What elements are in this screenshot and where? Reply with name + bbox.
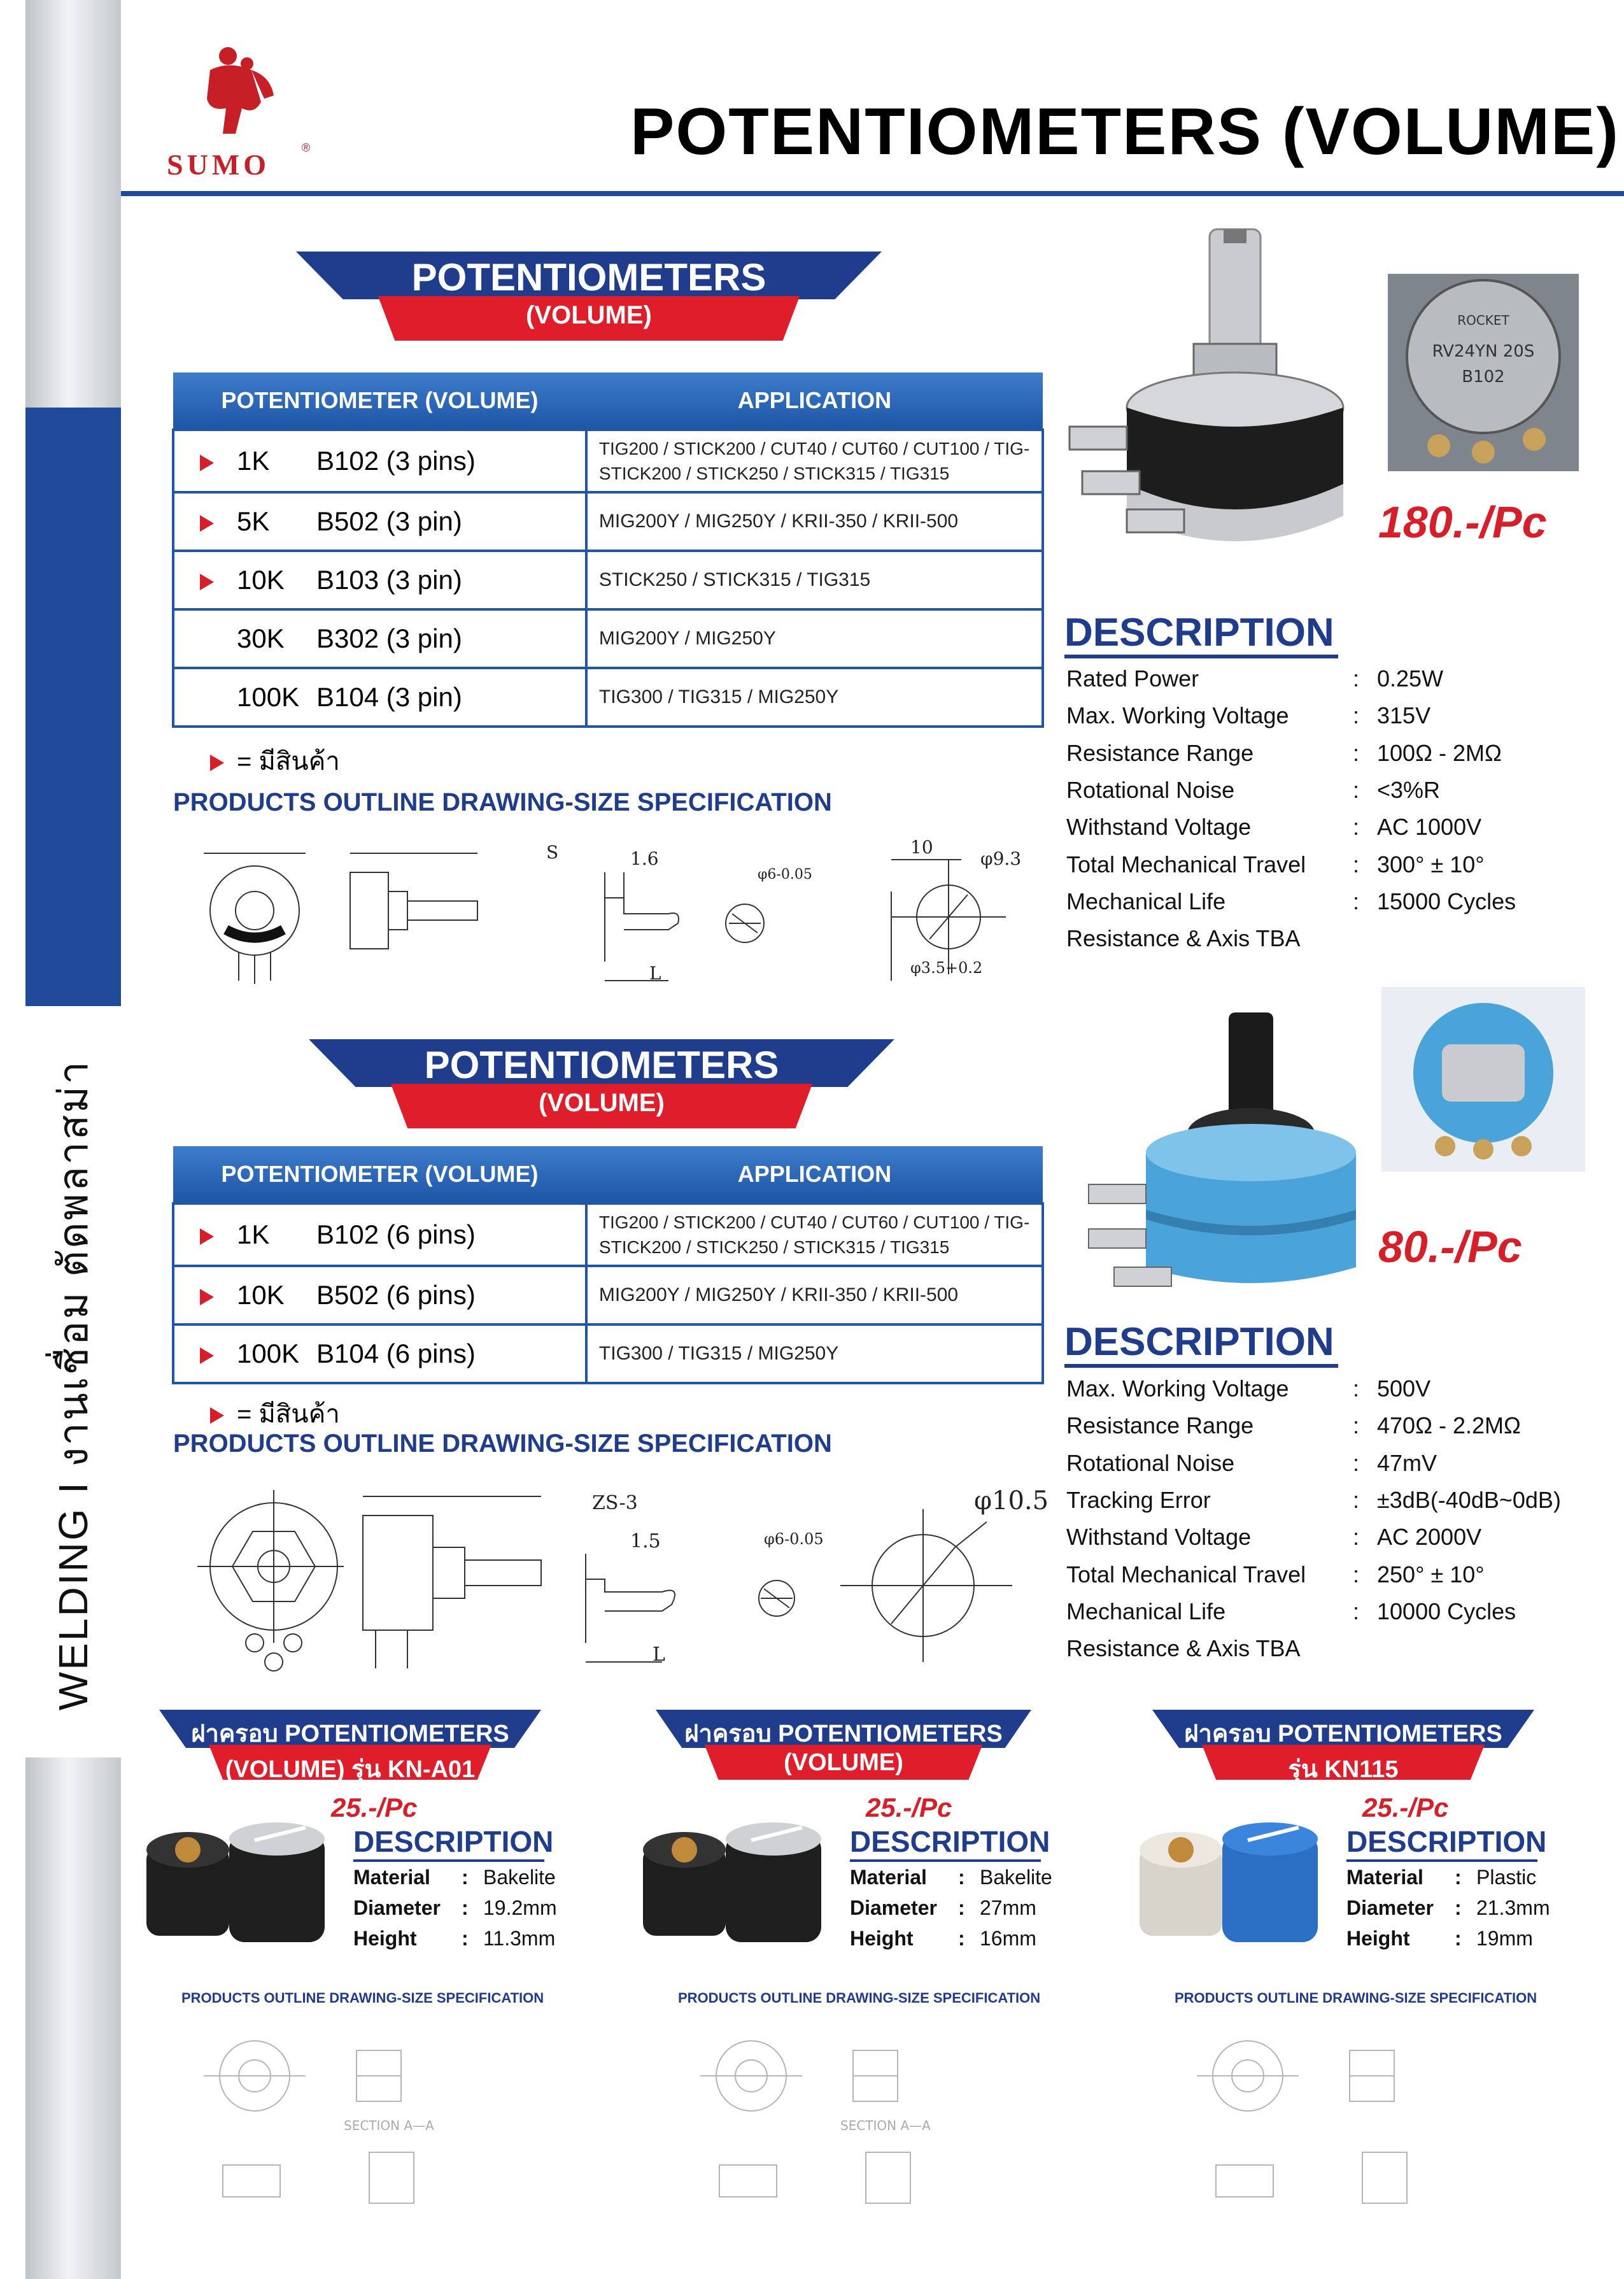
- knob-spec-colon: :: [462, 1896, 469, 1919]
- knob-spec-key: Material: [850, 1866, 927, 1889]
- knob-description-title: DESCRIPTION: [1346, 1825, 1547, 1858]
- sumo-logo-icon: [191, 45, 280, 140]
- knob-spec-value: 19mm: [1476, 1927, 1533, 1950]
- table-row: [173, 551, 1043, 609]
- section2-table: [172, 1146, 1044, 1384]
- drawing1-label-d35: φ3.5+0.2: [910, 959, 983, 977]
- description-value: 0.25W: [1377, 665, 1444, 692]
- stock-marker-icon: [210, 755, 224, 771]
- product-value: 10K: [237, 565, 285, 595]
- knob-photo: [630, 1821, 840, 1961]
- section1-outline-drawing: [159, 834, 1050, 1000]
- drawing1-label-10: 10: [910, 837, 933, 858]
- description-colon: :: [1353, 665, 1360, 692]
- description-key: Resistance & Axis TBA: [1066, 925, 1301, 952]
- application-cell: MIG200Y / MIG250Y / KRII-350 / KRII-500: [586, 1266, 1043, 1324]
- knob-spec-key: Diameter: [850, 1896, 937, 1919]
- product-value: 1K: [237, 446, 270, 476]
- knob-outline-drawing: [1178, 2019, 1560, 2222]
- table-row: [173, 609, 1043, 668]
- product-code: B302 (3 pin): [316, 623, 462, 653]
- description-value: 470Ω - 2.2MΩ: [1377, 1412, 1521, 1439]
- product-code: B502 (6 pins): [316, 1280, 476, 1310]
- description-row: [1066, 1598, 1516, 1625]
- spine-top-panel: [25, 0, 121, 408]
- knob-spec-colon: :: [1455, 1866, 1462, 1889]
- table-row: [173, 668, 1043, 727]
- product-code: B103 (3 pin): [316, 565, 462, 595]
- description-key: Resistance Range: [1066, 1412, 1254, 1439]
- knob-photo: [1127, 1821, 1337, 1961]
- description-colon: :: [1353, 888, 1360, 914]
- description-key: Resistance & Axis TBA: [1066, 1635, 1301, 1662]
- potentiometer-6pin-back-photo: [1381, 987, 1585, 1172]
- product-cell: [173, 430, 586, 492]
- photo-marking-code: B102: [1462, 367, 1505, 387]
- knob-spec-row: [1346, 1866, 1536, 1889]
- section2-price: 80.-/Pc: [1378, 1222, 1522, 1272]
- stock-marker-icon: [200, 691, 214, 707]
- description-value: 15000 Cycles: [1377, 888, 1516, 914]
- header-rule: [121, 191, 1624, 196]
- knob-banner: [159, 1710, 541, 1783]
- drawing2-label-d6: φ6-0.05: [764, 1530, 824, 1548]
- section2-description-rule: [1064, 1364, 1338, 1368]
- drawing1-label-d6: φ6-0.05: [758, 867, 812, 883]
- drawing1-label-l: L: [649, 963, 661, 984]
- description-colon: :: [1353, 1524, 1360, 1551]
- stock-marker-icon: [200, 1289, 214, 1305]
- description-value: 100Ω - 2MΩ: [1377, 739, 1502, 766]
- description-row: [1066, 1635, 1353, 1662]
- knob-spec-value: 27mm: [980, 1896, 1036, 1919]
- section2-description-title: DESCRIPTION: [1064, 1320, 1334, 1364]
- knob-spec-key: Height: [353, 1927, 417, 1950]
- knob-spec-key: Material: [1346, 1866, 1423, 1889]
- knob-banner: [1152, 1710, 1534, 1783]
- description-row: [1066, 888, 1516, 915]
- knob-description-title: DESCRIPTION: [850, 1825, 1050, 1858]
- table-row: [173, 492, 1043, 551]
- product-cell: [173, 492, 586, 551]
- description-key: Withstand Voltage: [1066, 1524, 1252, 1551]
- photo-marking-model: RV24YN 20S: [1432, 342, 1535, 361]
- knob-banner: [656, 1710, 1031, 1780]
- knob-spec-heading: PRODUCTS OUTLINE DRAWING-SIZE SPECIFICATION: [1175, 1990, 1537, 2006]
- section1-spec-heading: PRODUCTS OUTLINE DRAWING-SIZE SPECIFICATION: [173, 788, 832, 816]
- knob-price: 25.-/Pc: [331, 1793, 418, 1822]
- description-key: Mechanical Life: [1066, 888, 1226, 914]
- description-row: [1066, 1561, 1485, 1588]
- potentiometer-6pin-photo: [1070, 1006, 1401, 1299]
- product-value: 5K: [237, 506, 270, 536]
- knob-spec-value: Bakelite: [980, 1866, 1052, 1889]
- description-key: Tracking Error: [1066, 1486, 1211, 1513]
- product-code: B104 (3 pin): [316, 682, 462, 712]
- description-value: 500V: [1377, 1375, 1431, 1402]
- table-row: [173, 1203, 1043, 1266]
- description-colon: :: [1353, 814, 1360, 841]
- knob-description-rule: [850, 1859, 1041, 1862]
- knob-description-rule: [353, 1859, 544, 1862]
- drawing1-label-16: 1.6: [630, 848, 659, 869]
- table-row: [173, 430, 1043, 492]
- product-code: B102 (6 pins): [316, 1219, 476, 1249]
- application-cell: TIG200 / STICK200 / CUT40 / CUT60 / CUT100 / TIG-STICK200 / STICK250 / STICK315 / TIG315: [586, 430, 1043, 492]
- drawing2-label-zs3: ZS-3: [592, 1492, 638, 1514]
- section1-banner-title: POTENTIOMETERS: [411, 256, 766, 299]
- knob-drawing-label: SECTION A—A: [840, 2118, 931, 2133]
- description-key: Withstand Voltage: [1066, 814, 1252, 841]
- potentiometer-3pin-back-photo: [1388, 274, 1579, 471]
- knob-price: 25.-/Pc: [866, 1793, 952, 1822]
- description-value: 250° ± 10°: [1377, 1561, 1485, 1587]
- description-colon: :: [1353, 1449, 1360, 1476]
- knob-spec-key: Diameter: [1346, 1896, 1434, 1919]
- description-colon: :: [1353, 739, 1360, 766]
- description-key: Max. Working Voltage: [1066, 1375, 1289, 1402]
- product-cell: [173, 1266, 586, 1324]
- section1-banner: [296, 252, 882, 341]
- knob-description-title: DESCRIPTION: [353, 1825, 554, 1858]
- description-row: [1066, 1450, 1437, 1477]
- product-code: B102 (3 pins): [316, 446, 476, 476]
- description-colon: :: [1353, 1412, 1360, 1439]
- knob-spec-row: [1346, 1896, 1550, 1920]
- description-key: Rated Power: [1066, 665, 1199, 692]
- description-key: Total Mechanical Travel: [1066, 851, 1306, 877]
- section1-legend: = มีสินค้า: [210, 741, 340, 781]
- description-colon: :: [1353, 1486, 1360, 1513]
- application-cell: TIG300 / TIG315 / MIG250Y: [586, 668, 1043, 727]
- knob-banner-title: ฝาครอบ POTENTIOMETERS: [1184, 1721, 1502, 1747]
- knob-spec-key: Diameter: [353, 1896, 441, 1919]
- section2-legend: = มีสินค้า: [210, 1393, 340, 1434]
- section1-description-rule: [1064, 655, 1338, 658]
- stock-marker-icon: [200, 515, 214, 532]
- application-cell: TIG300 / TIG315 / MIG250Y: [586, 1324, 1043, 1383]
- section1-header-application: APPLICATION: [586, 373, 1043, 430]
- brand-name: SUMO: [167, 148, 270, 181]
- product-value: 30K: [237, 623, 285, 653]
- product-value: 1K: [237, 1219, 270, 1249]
- description-colon: :: [1353, 1598, 1360, 1624]
- section2-banner-subtitle: (VOLUME): [539, 1089, 665, 1117]
- knob-spec-colon: :: [958, 1866, 965, 1889]
- drawing1-label-s: S: [546, 842, 559, 863]
- section2-outline-drawing: [178, 1471, 1057, 1687]
- drawing2-label-15: 1.5: [630, 1530, 661, 1552]
- description-value: 315V: [1377, 702, 1431, 729]
- description-colon: :: [1353, 776, 1360, 803]
- description-value: ±3dB(-40dB~0dB): [1377, 1486, 1561, 1513]
- stock-marker-icon: [200, 455, 214, 471]
- application-cell: MIG200Y / MIG250Y / KRII-350 / KRII-500: [586, 492, 1043, 551]
- knob-spec-value: 19.2mm: [483, 1896, 557, 1919]
- knob-photo: [134, 1821, 344, 1961]
- knob-banner-title: ฝาครอบ POTENTIOMETERS: [191, 1721, 509, 1747]
- description-key: Total Mechanical Travel: [1066, 1561, 1306, 1587]
- product-code: B502 (3 pin): [316, 506, 462, 536]
- description-key: Rotational Noise: [1066, 1449, 1235, 1476]
- knob-spec-heading: PRODUCTS OUTLINE DRAWING-SIZE SPECIFICATION: [181, 1990, 544, 2006]
- description-row: [1066, 1524, 1481, 1551]
- section1-table: [172, 373, 1044, 728]
- knob-spec-value: 16mm: [980, 1927, 1036, 1950]
- spine-bottom-panel: [25, 1757, 121, 2279]
- section1-header-product: POTENTIOMETER (VOLUME): [173, 373, 586, 430]
- description-colon: :: [1353, 1561, 1360, 1587]
- description-value: AC 1000V: [1377, 814, 1482, 841]
- side-label-area: [25, 1019, 121, 1751]
- knob-spec-key: Height: [850, 1927, 914, 1950]
- knob-spec-colon: :: [462, 1866, 469, 1889]
- description-row: [1066, 702, 1430, 729]
- description-value: AC 2000V: [1377, 1524, 1482, 1551]
- description-row: [1066, 777, 1440, 804]
- section2-header-application: APPLICATION: [586, 1146, 1043, 1203]
- knob-spec-key: Height: [1346, 1927, 1410, 1950]
- brand-registered-mark: ®: [302, 141, 311, 154]
- application-cell: TIG200 / STICK200 / CUT40 / CUT60 / CUT100 / TIG-STICK200 / STICK250 / STICK315 / TIG315: [586, 1203, 1043, 1266]
- description-row: [1066, 814, 1481, 841]
- description-row: [1066, 1412, 1521, 1439]
- description-key: Rotational Noise: [1066, 776, 1235, 803]
- knob-spec-row: [353, 1896, 557, 1920]
- stock-marker-icon: [200, 632, 214, 649]
- knob-spec-row: [353, 1866, 556, 1889]
- potentiometer-3pin-photo: [1057, 217, 1388, 573]
- description-key: Max. Working Voltage: [1066, 702, 1289, 729]
- application-cell: MIG200Y / MIG250Y: [586, 609, 1043, 668]
- description-value: 300° ± 10°: [1377, 851, 1485, 877]
- knob-spec-row: [1346, 1927, 1533, 1950]
- photo-marking-brand: ROCKET: [1457, 313, 1509, 328]
- description-row: [1066, 1487, 1561, 1514]
- description-row: [1066, 740, 1502, 767]
- knob-spec-value: Bakelite: [483, 1866, 556, 1889]
- section1-description-title: DESCRIPTION: [1064, 611, 1334, 655]
- description-key: Resistance Range: [1066, 739, 1254, 766]
- table-row: [173, 1324, 1043, 1383]
- description-value: <3%R: [1377, 776, 1441, 803]
- knob-spec-colon: :: [958, 1896, 965, 1919]
- knob-spec-value: 11.3mm: [483, 1927, 556, 1950]
- product-cell: [173, 1324, 586, 1383]
- knob-price: 25.-/Pc: [1362, 1793, 1449, 1822]
- knob-spec-colon: :: [462, 1927, 469, 1950]
- product-cell: [173, 668, 586, 727]
- knob-spec-row: [353, 1927, 555, 1950]
- page-title: POTENTIOMETERS (VOLUME): [630, 95, 1620, 169]
- knob-banner-title: ฝาครอบ POTENTIOMETERS: [684, 1721, 1003, 1747]
- stock-marker-icon: [200, 574, 214, 590]
- product-cell: [173, 551, 586, 609]
- knob-spec-colon: :: [1455, 1927, 1462, 1950]
- knob-spec-heading: PRODUCTS OUTLINE DRAWING-SIZE SPECIFICATION: [678, 1990, 1041, 2006]
- description-colon: :: [1353, 702, 1360, 729]
- description-row: [1066, 665, 1443, 692]
- spine-blue-panel: [25, 408, 121, 1006]
- section2-spec-heading: PRODUCTS OUTLINE DRAWING-SIZE SPECIFICATION: [173, 1430, 832, 1458]
- knob-spec-colon: :: [958, 1927, 965, 1950]
- knob-spec-value: 21.3mm: [1476, 1896, 1550, 1919]
- description-row: [1066, 851, 1485, 878]
- description-value: 10000 Cycles: [1377, 1598, 1516, 1624]
- knob-banner-subtitle: (VOLUME) รุ่น KN-A01: [225, 1756, 476, 1783]
- knob-outline-drawing: [681, 2019, 1063, 2222]
- stock-marker-icon: [200, 1228, 214, 1245]
- stock-marker-icon: [210, 1407, 224, 1424]
- product-cell: [173, 1203, 586, 1266]
- knob-spec-colon: :: [1455, 1896, 1462, 1919]
- knob-spec-row: [850, 1896, 1036, 1920]
- knob-banner-subtitle: (VOLUME): [784, 1749, 903, 1776]
- drawing2-label-d105: φ10.5: [974, 1486, 1049, 1516]
- description-value: 47mV: [1377, 1449, 1437, 1476]
- section2-banner-title: POTENTIOMETERS: [424, 1044, 779, 1086]
- product-cell: [173, 609, 586, 668]
- knob-spec-key: Material: [353, 1866, 430, 1889]
- stock-marker-icon: [200, 1347, 214, 1364]
- section2-banner: [309, 1039, 894, 1128]
- product-value: 100K: [237, 1338, 300, 1368]
- drawing1-label-d93: φ9.3: [980, 848, 1022, 869]
- section1-banner-subtitle: (VOLUME): [526, 301, 652, 329]
- knob-spec-row: [850, 1866, 1052, 1889]
- knob-outline-drawing: [185, 2019, 567, 2222]
- drawing2-label-l: L: [653, 1644, 665, 1666]
- table-row: [173, 1266, 1043, 1324]
- side-label: WELDING I งานเชื่อม ตัดพลาสม่า: [50, 1059, 96, 1711]
- section2-header-product: POTENTIOMETER (VOLUME): [173, 1146, 586, 1203]
- knob-spec-value: Plastic: [1476, 1866, 1537, 1889]
- section1-price: 180.-/Pc: [1378, 497, 1547, 547]
- application-cell: STICK250 / STICK315 / TIG315: [586, 551, 1043, 609]
- product-code: B104 (6 pins): [316, 1338, 476, 1368]
- description-colon: :: [1353, 851, 1360, 877]
- knob-description-rule: [1346, 1859, 1537, 1862]
- product-value: 100K: [237, 682, 300, 712]
- knob-banner-subtitle: รุ่น KN115: [1288, 1756, 1399, 1783]
- product-value: 10K: [237, 1280, 285, 1310]
- description-row: [1066, 925, 1353, 952]
- description-row: [1066, 1375, 1430, 1402]
- knob-drawing-label: SECTION A—A: [344, 2118, 434, 2133]
- knob-spec-row: [850, 1927, 1036, 1950]
- description-colon: :: [1353, 1375, 1360, 1402]
- description-key: Mechanical Life: [1066, 1598, 1226, 1624]
